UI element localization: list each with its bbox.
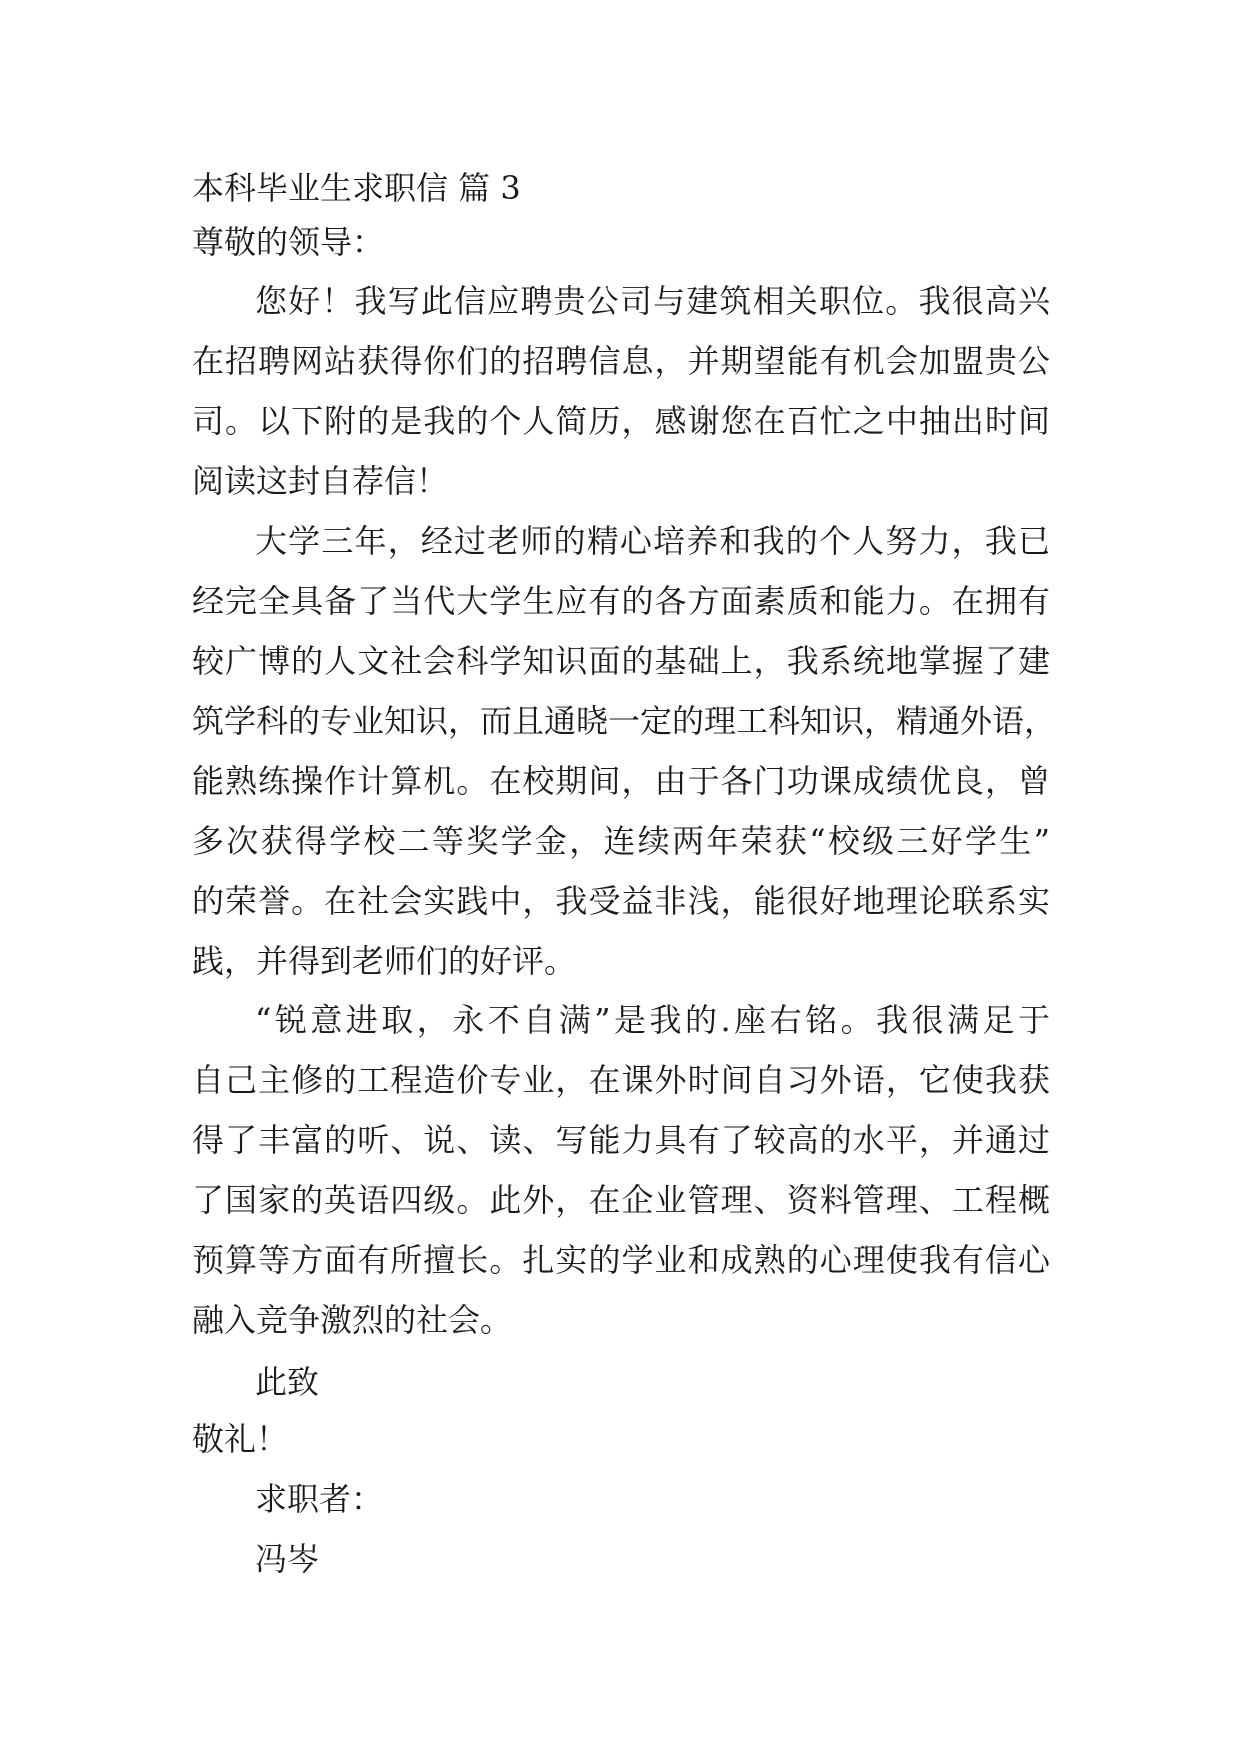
paragraph-line: 阅读这封自荐信！ [192,462,449,500]
paragraph-line: 司。以下附的是我的个人简历，感谢您在百忙之中抽出时间 [192,402,1050,440]
paragraph-line: 筑学科的专业知识，而且通晓一定的理工科知识，精通外语， [192,702,1057,740]
document-title: 本科毕业生求职信 篇 3 [192,169,521,207]
paragraph-line: 能熟练操作计算机。在校期间，由于各门功课成绩优良，曾 [192,762,1050,800]
paragraph-line: 融入竞争激烈的社会。 [192,1301,513,1339]
paragraph-line: 得了丰富的听、说、读、写能力具有了较高的水平，并通过 [192,1121,1050,1159]
paragraph-line: 践，并得到老师们的好评。 [192,942,577,980]
paragraph-line: 多次获得学校二等奖学金，连续两年荣获“校级三好学生” [192,822,1050,860]
regards: 敬礼！ [192,1420,289,1458]
salutation: 尊敬的领导： [192,223,385,261]
paragraph-line: 的荣誉。在社会实践中，我受益非浅，能很好地理论联系实 [192,882,1050,920]
signature-label: 求职者： [255,1480,384,1518]
closing: 此致 [255,1363,320,1401]
paragraph-line: 在招聘网站获得你们的招聘信息，并期望能有机会加盟贵公 [192,342,1050,380]
paragraph-line: 了国家的英语四级。此外，在企业管理、资料管理、工程概 [192,1181,1050,1219]
paragraph-line: 较广博的人文社会科学知识面的基础上，我系统地掌握了建 [192,642,1050,680]
paragraph-line: 大学三年，经过老师的精心培养和我的个人努力，我已 [255,522,1050,560]
paragraph-line: 经完全具备了当代大学生应有的各方面素质和能力。在拥有 [192,582,1050,620]
paragraph-line: 预算等方面有所擅长。扎实的学业和成熟的心理使我有信心 [192,1241,1050,1279]
paragraph-line: 自己主修的工程造价专业，在课外时间自习外语，它使我获 [192,1061,1050,1099]
paragraph-line: “锐意进取，永不自满”是我的.座右铭。我很满足于 [255,1001,1050,1039]
signature-name: 冯岑 [255,1540,320,1578]
paragraph-line: 您好！我写此信应聘贵公司与建筑相关职位。我很高兴 [255,282,1050,320]
